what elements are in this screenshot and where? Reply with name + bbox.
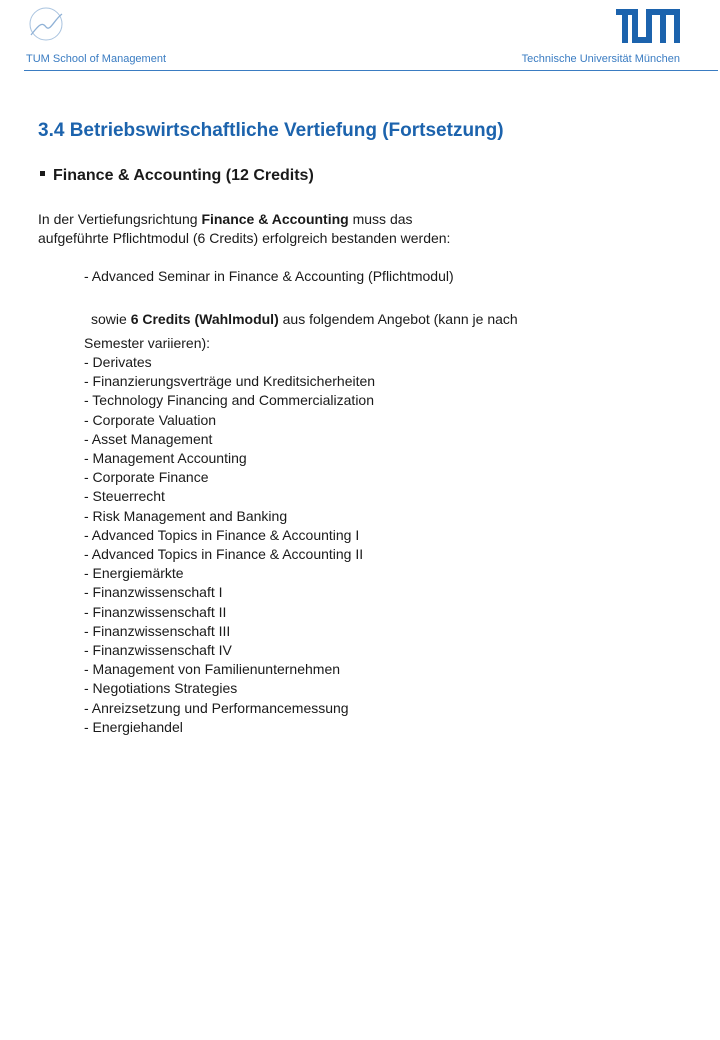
page-title: 3.4 Betriebswirtschaftliche Vertiefung (Fortsetzung) [38, 120, 504, 141]
chart-line-logo-icon [28, 6, 64, 42]
list-item: - Steuerrecht [84, 488, 165, 505]
list-item: - Advanced Topics in Finance & Accounting II [84, 546, 364, 563]
list-item: - Energiehandel [84, 718, 183, 735]
intro-paragraph [38, 210, 450, 248]
page-header [0, 0, 720, 74]
list-item: - Corporate Finance [84, 469, 209, 486]
list-item: - Anreizsetzung und Performancemessung [84, 699, 349, 716]
square-bullet-icon [40, 171, 45, 176]
intro-bold: Finance & Accounting [201, 211, 349, 227]
list-item: - Derivates [84, 354, 152, 370]
list-item: - Finanzwissenschaft II [84, 603, 227, 620]
list-item: - Finanzwissenschaft I [84, 584, 223, 601]
section-heading [40, 167, 314, 185]
list-item: - Management Accounting [84, 450, 247, 467]
list-item: - Advanced Topics in Finance & Accounting I [84, 526, 360, 543]
required-module: - Advanced Seminar in Finance & Accounting (Pflichtmodul) [84, 268, 454, 284]
list-item: - Corporate Valuation [84, 411, 217, 428]
list-item: - Technology Financing and Commercialization [84, 392, 375, 409]
list-item: - Asset Management [84, 430, 213, 447]
tum-logo-icon [616, 9, 680, 43]
intro-line-2: aufgeführte Pflichtmodul (6 Credits) erfolgreich bestanden werden: [38, 230, 451, 246]
list-item: - Finanzierungsverträge und Kreditsicherheiten [84, 373, 376, 390]
list-item: - Finanzwissenschaft IV [84, 642, 232, 659]
university-name: Technische Universität München [521, 53, 680, 65]
school-name: TUM School of Management [26, 53, 167, 65]
elective-module-list [84, 353, 375, 737]
section-heading-text: Finance & Accounting (12 Credits) [53, 167, 314, 184]
list-item: - Finanzwissenschaft III [84, 622, 231, 639]
list-item: - Management von Familienunternehmen [84, 661, 341, 678]
elective-prefix: sowie [91, 311, 131, 327]
list-item: - Energiemärkte [84, 565, 184, 582]
list-item: - Risk Management and Banking [84, 507, 288, 524]
intro-line-1 [38, 210, 450, 229]
intro-suffix: muss das [348, 211, 413, 227]
elective-note [84, 307, 604, 355]
elective-bold: 6 Credits (Wahlmodul) [130, 311, 279, 327]
intro-prefix: In der Vertiefungsrichtung [38, 211, 202, 227]
header-divider [24, 70, 718, 71]
elective-note-line-1 [84, 307, 604, 331]
elective-note-line-2: Semester variieren): [84, 335, 211, 351]
elective-suffix: aus folgendem Angebot (kann je nach [278, 311, 518, 327]
list-item: - Negotiations Strategies [84, 680, 238, 697]
